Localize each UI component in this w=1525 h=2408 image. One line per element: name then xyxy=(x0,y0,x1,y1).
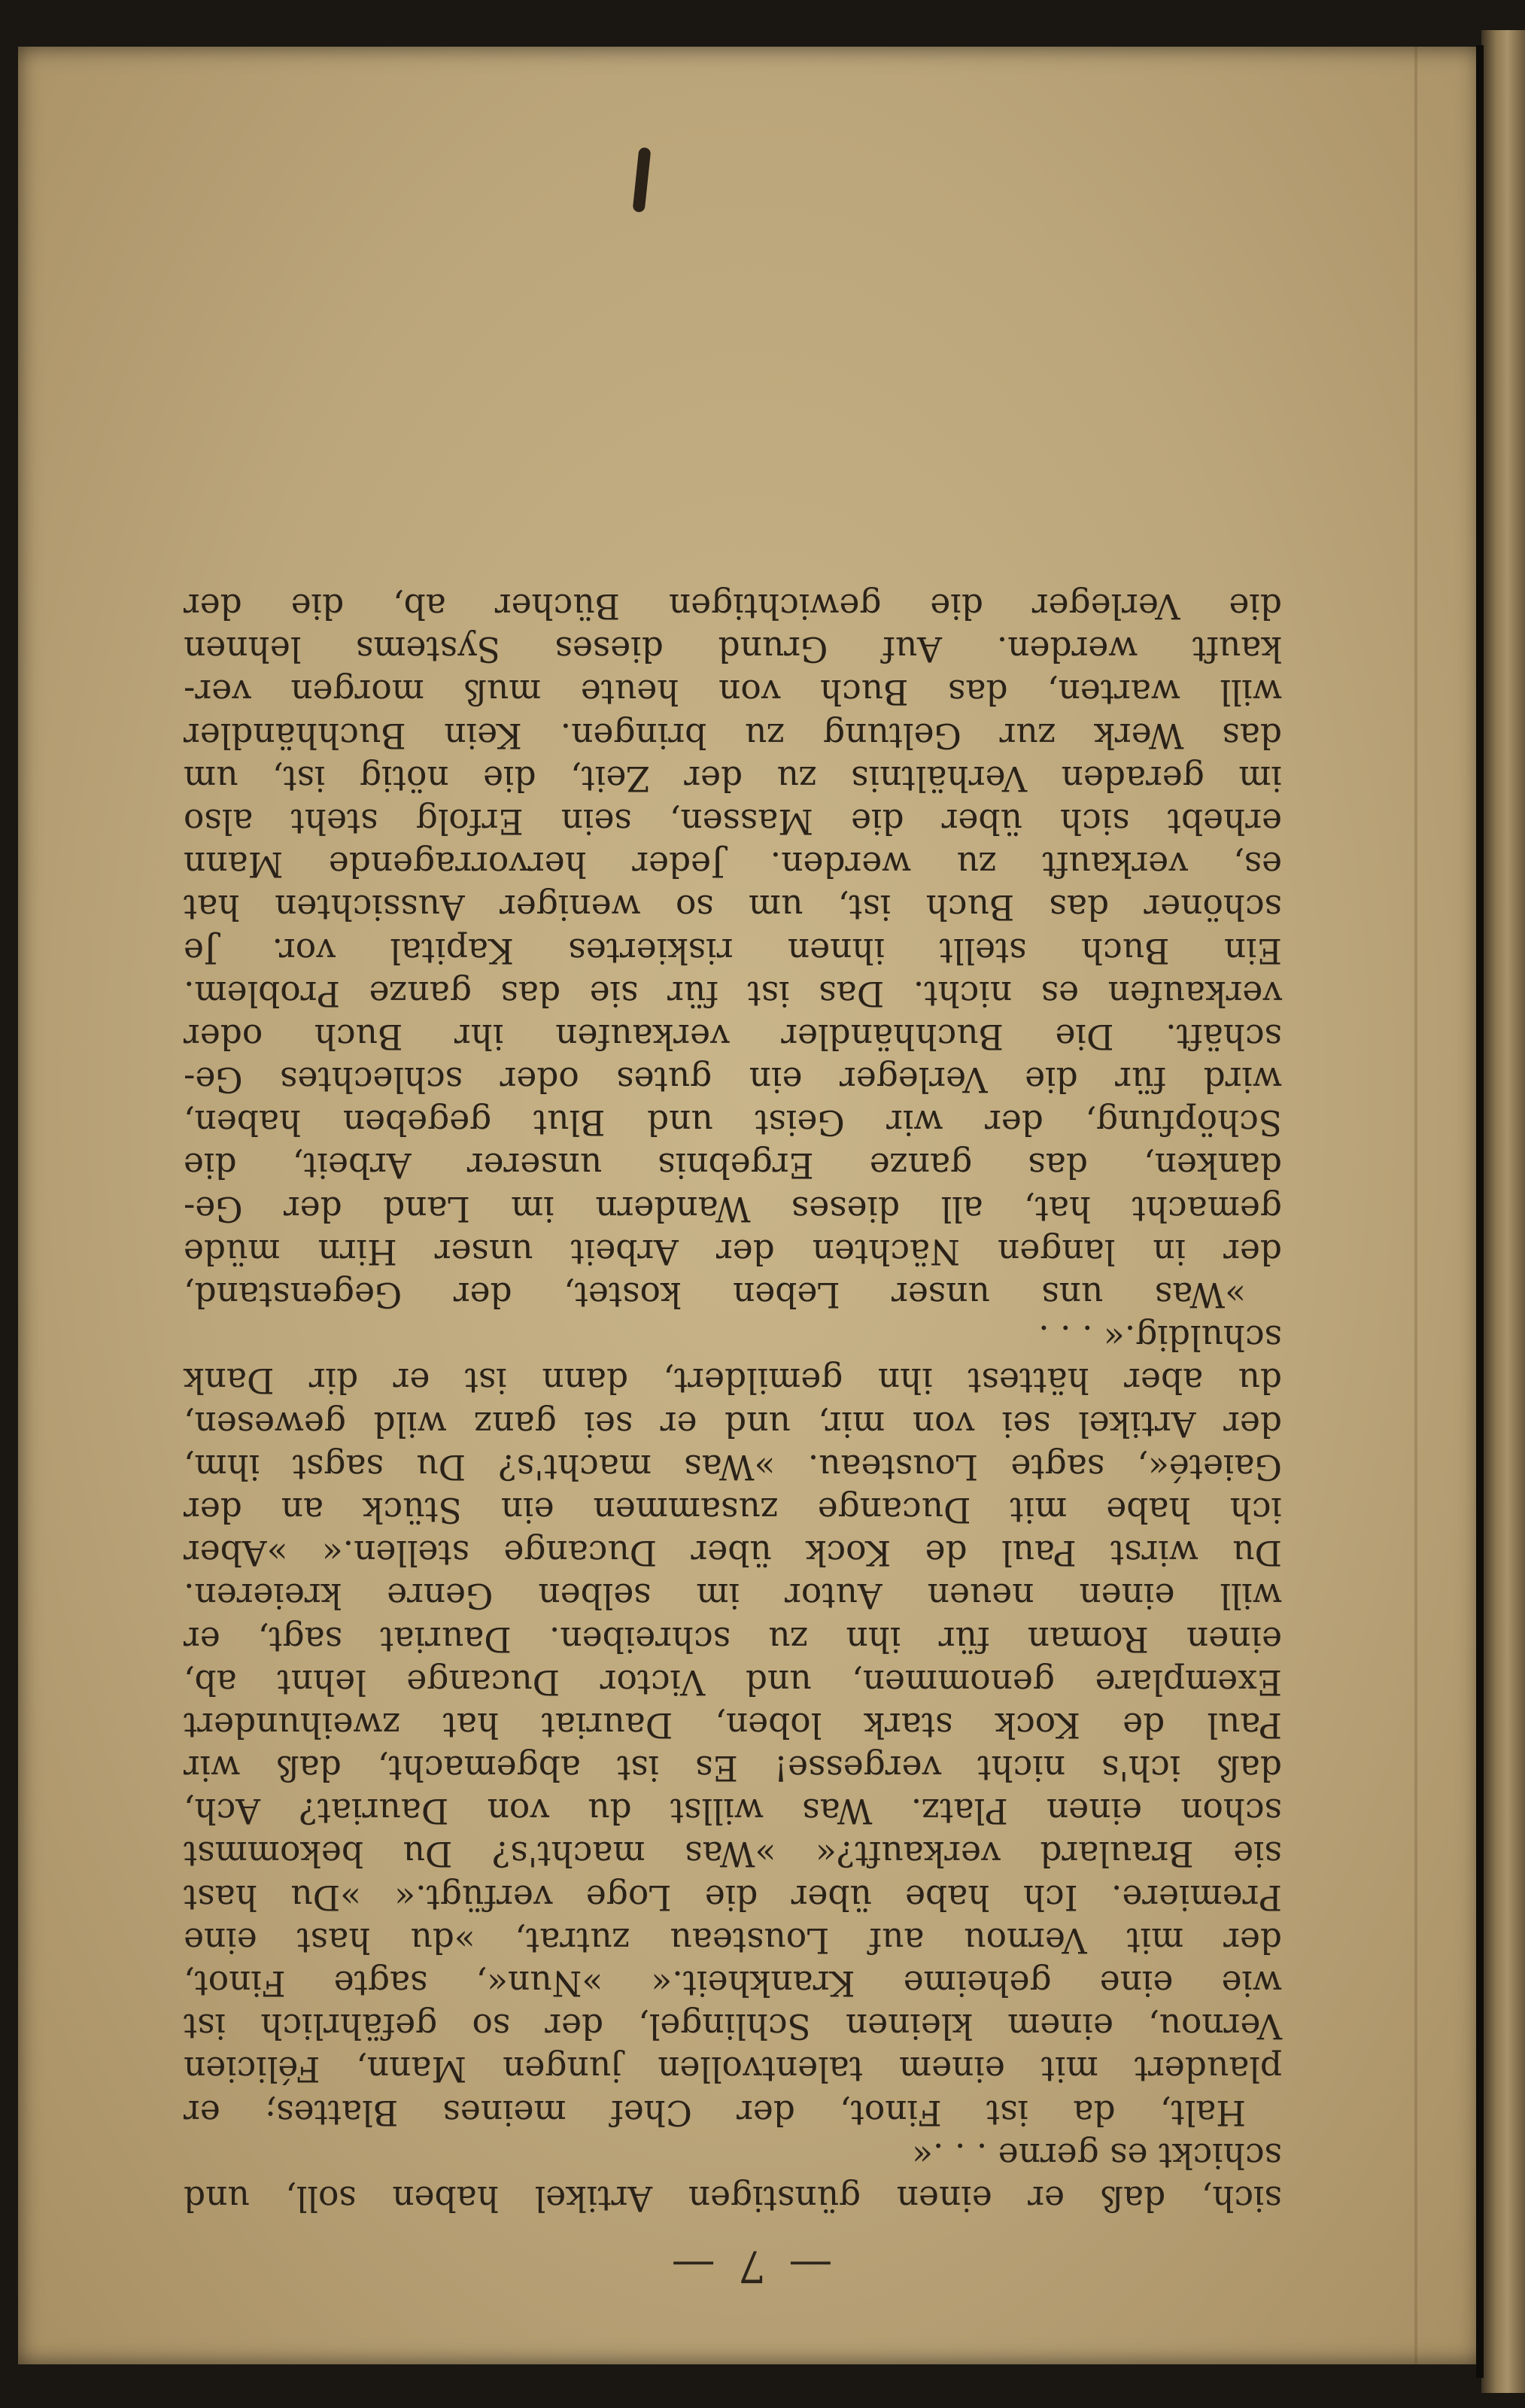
text-line: kauft werden. Auf Grund dieses Systems lehnen xyxy=(184,629,1282,670)
text-line: schäft. Die Buchhändler verkaufen ihr Buch oder xyxy=(184,1016,1282,1057)
text-line: der in langen Nächten der Arbeit unser Hirn müde xyxy=(184,1231,1282,1272)
text-line: wird für die Verleger ein gutes oder schlechtes Ge- xyxy=(184,1060,1282,1100)
text-line: Paul de Kock stark loben, Dauriat hat zweihundert xyxy=(184,1704,1282,1745)
text-line: es, verkauft zu werden. Jeder hervorragende Mann xyxy=(184,844,1282,885)
text-line: »Was uns unser Leben kostet, der Gegenstand, xyxy=(184,1275,1246,1315)
text-line: sich, daß er einen günstigen Artikel haben soll, und xyxy=(184,2178,1282,2218)
text-line: du aber hättest ihn gemildert, dann ist er dir Dank xyxy=(184,1361,1282,1401)
text-line: daß ich's nicht vergesse! Es ist abgemacht, daß wir xyxy=(184,1748,1282,1789)
text-line: wie eine geheime Krankheit.« »Nun«, sagte Finot, xyxy=(184,1963,1282,2004)
text-line: gemacht hat, all dieses Wandern im Land der Ge- xyxy=(184,1188,1282,1229)
text-line: Premiere. Ich habe über die Loge verfügt.« »Du hast xyxy=(184,1877,1282,1917)
text-line: Vernou, einem kleinen Schlingel, der so gefährlich ist xyxy=(184,2006,1282,2047)
text-line: plaudert mit einem talentvollen jungen Mann, Félicien xyxy=(184,2049,1282,2090)
text-line: Halt, da ist Finot, der Chef meines Blattes; er xyxy=(184,2092,1246,2133)
text-line: verkaufen es nicht. Das ist für sie das ganze Problem. xyxy=(184,973,1282,1014)
page-content xyxy=(18,47,1481,2364)
text-line: Schöpfung, der wir Geist und Blut gegeben haben, xyxy=(184,1102,1282,1143)
text-line: schon einen Platz. Was willst du von Dauriat? Ach, xyxy=(184,1791,1282,1832)
text-line: ich habe mit Ducange zusammen ein Stück an der xyxy=(184,1490,1282,1530)
page-number: — 7 — xyxy=(667,2241,833,2292)
text-line: sie Braulard verkauft?« »Was macht's? Du bekommst xyxy=(184,1834,1282,1874)
text-line: schuldig.« . . . xyxy=(1038,1318,1282,1358)
body-text xyxy=(184,585,1282,2220)
text-line: erhebt sich über die Massen, sein Erfolg steht also xyxy=(184,801,1282,841)
text-line: Gaieté«, sagte Lousteau. »Was macht's? Du sagst ihm, xyxy=(184,1446,1282,1487)
text-line: will warten, das Buch von heute muß morgen ver- xyxy=(184,672,1282,713)
text-line: Ein Buch stellt ihnen riskiertes Kapital vor. Je xyxy=(184,930,1282,971)
ink-mark xyxy=(633,147,652,212)
text-line: die Verleger die gewichtigen Bücher ab, die der xyxy=(184,586,1282,627)
text-line: das Werk zur Geltung zu bringen. Kein Buchhändler xyxy=(184,715,1282,756)
text-line: der mit Vernou auf Lousteau zutrat, »du hast eine xyxy=(184,1920,1282,1960)
text-line: Du wirst Paul de Kock über Ducange stellen.« »Aber xyxy=(184,1533,1282,1573)
text-line: Exemplare genommen, und Victor Ducange lehnt ab, xyxy=(184,1662,1282,1702)
text-line: schöner das Buch ist, um so weniger Aussichten hat xyxy=(184,887,1282,928)
text-line: der Artikel sei von mir, und er sei ganz wild gewesen, xyxy=(184,1403,1282,1444)
text-line: im geraden Verhältnis zu der Zeit, die nötig ist, um xyxy=(184,758,1282,798)
text-line: einen Roman für ihn zu schreiben. Dauriat sagt, er xyxy=(184,1619,1282,1659)
text-line: danken, das ganze Ergebnis unserer Arbeit, die xyxy=(184,1145,1282,1186)
text-line: will einen neuen Autor im selben Genre kreieren. xyxy=(184,1576,1282,1616)
text-line: schickt es gerne . . .« xyxy=(912,2135,1282,2175)
book-edge xyxy=(1481,30,1525,2393)
